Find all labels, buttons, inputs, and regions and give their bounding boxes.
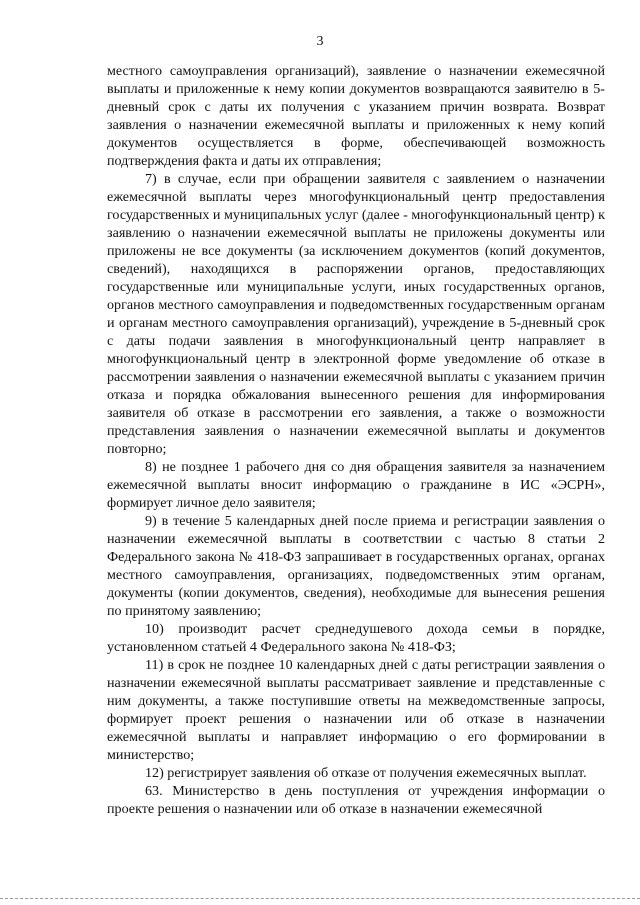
paragraph-item-7: 7) в случае, если при обращении заявителя с заявлением о назначении ежемесячной выплаты через многофункциональный центр предоставления государственных и муниципальных услуг (далее - многофункциональный центр) к заявлению о назначении ежемесячной выплаты не приложены документы или приложены не все документы (за исключением документов (копий документов, сведений), находящихся в распоряжении органов, предоставляющих государственные или муниципальные услуги, иных государственных органов, органов местного самоуправления и подведомственных государственным органам и органам местного самоуправления организаций), учреждение в 5-дневный срок с даты подачи заявления в многофункциональный центр направляет в многофункциональный центр в электронной форме уведомление об отказе в рассмотрении заявления о назначении ежемесячной выплаты с указанием причин отказа и порядка обжалования вынесенного решения для информирования заявителя об отказе в рассмотрении его заявления, а также о возможности представления заявления о назначении ежемесячной выплаты и документов повторно; <box>107 171 605 457</box>
paragraph-item-10: 10) производит расчет среднедушевого дохода семьи в порядке, установленном статьей 4 Федерального закона № 418-ФЗ; <box>107 621 605 655</box>
paragraph-section-63: 63. Министерство в день поступления от учреждения информации о проекте решения о назначении или об отказе в назначении ежемесячной <box>107 783 605 817</box>
paragraph-continuation: местного самоуправления организаций), заявление о назначении ежемесячной выплаты и приложенные к нему копии документов возвращаются заявителю в 5-дневный срок с даты их получения с указанием причин возврата. Возврат заявления о назначении ежемесячной выплаты и приложенных к нему копий документов осуществляется в форме, обеспечивающей возможность подтверждения факта и даты их отправления; <box>107 63 605 169</box>
paragraph-item-9: 9) в течение 5 календарных дней после приема и регистрации заявления о назначении ежемесячной выплаты в соответствии с частью 8 статьи 2 Федерального закона № 418-ФЗ запрашивает в государственных органах, органах местного самоуправления, организациях, подведомственных этим органам, документы (копии документов, сведения), необходимые для вынесения решения по принятому заявлению; <box>107 513 605 619</box>
paragraph-item-11: 11) в срок не позднее 10 календарных дней с даты регистрации заявления о назначении ежемесячной выплаты рассматривает заявление и представленные с ним документы, а также поступившие ответы на межведомственные запросы, формирует проект решения о назначении или об отказе в назначении ежемесячной выплаты и направляет информацию о его формировании в министерство; <box>107 657 605 763</box>
paragraph-item-8: 8) не позднее 1 рабочего дня со дня обращения заявителя за назначением ежемесячной выплаты вносит информацию о гражданине в ИС «ЭСРН», формирует личное дело заявителя; <box>107 459 605 511</box>
page-number: 3 <box>316 34 324 49</box>
document-body <box>107 62 605 818</box>
page-bottom-divider <box>0 898 640 899</box>
paragraph-item-12: 12) регистрирует заявления об отказе от получения ежемесячных выплат. <box>145 765 587 781</box>
